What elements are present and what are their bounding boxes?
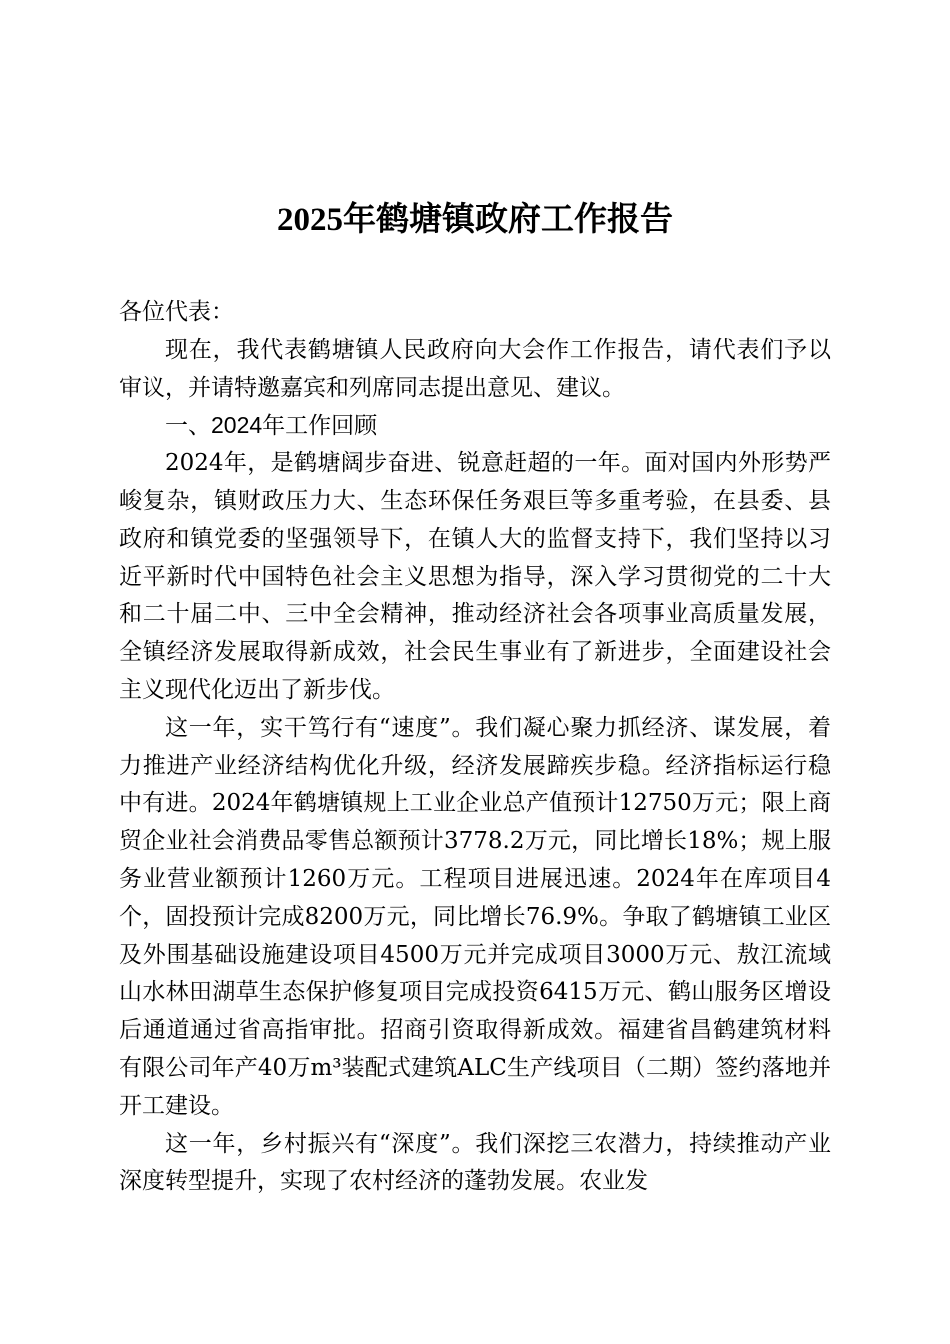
section-heading: 一、2024年工作回顾 [165,412,378,439]
salutation: 各位代表： [119,299,234,325]
paragraph-intro: 现在，我代表鹤塘镇人民政府向大会作工作报告，请代表们予以审议，并请特邀嘉宾和列席同志提出意见、建议。 [119,336,831,401]
document-title: 2025年鹤塘镇政府工作报告 [277,202,673,238]
document-body [119,294,831,1201]
paragraph-overview: 2024年，是鹤塘阔步奋进、锐意赶超的一年。面对国内外形势严峻复杂，镇财政压力大、生态环保任务艰巨等多重考验，在县委、县政府和镇党委的坚强领导下，在镇人大的监督支持下，我们坚持以习近平新时代中国特色社会主义思想为指导，深入学习贯彻党的二十大和二十届二中、三中全会精神，推动经济社会各项事业高质量发展，全镇经济发展取得新成效，社会民生事业有了新进步，全面建设社会主义现代化迈出了新步伐。 [119,450,831,703]
paragraph-depth: 这一年，乡村振兴有“深度”。我们深挖三农潜力，持续推动产业深度转型提升，实现了农村经济的蓬勃发展。农业发 [119,1130,831,1195]
paragraph-speed: 这一年，实干笃行有“速度”。我们凝心聚力抓经济、谋发展，着力推进产业经济结构优化升级，经济发展蹄疾步稳。经济指标运行稳中有进。2024年鹤塘镇规上工业企业总产值预计12750万元；限上商贸企业社会消费品零售总额预计3778.2万元，同比增长18%；规上服务业营业额预计1260万元。工程项目进展迅速。2024年在库项目4个，固投预计完成8200万元，同比增长76.9%。争取了鹤塘镇工业区及外围基础设施建设项目4500万元并完成项目3000万元、敖江流域山水林田湖草生态保护修复项目完成投资6415万元、鹤山服务区增设后通道通过省高指审批。招商引资取得新成效。福建省昌鹤建筑材料有限公司年产40万m³装配式建筑ALC生产线项目（二期）签约落地并开工建设。 [119,714,831,1119]
